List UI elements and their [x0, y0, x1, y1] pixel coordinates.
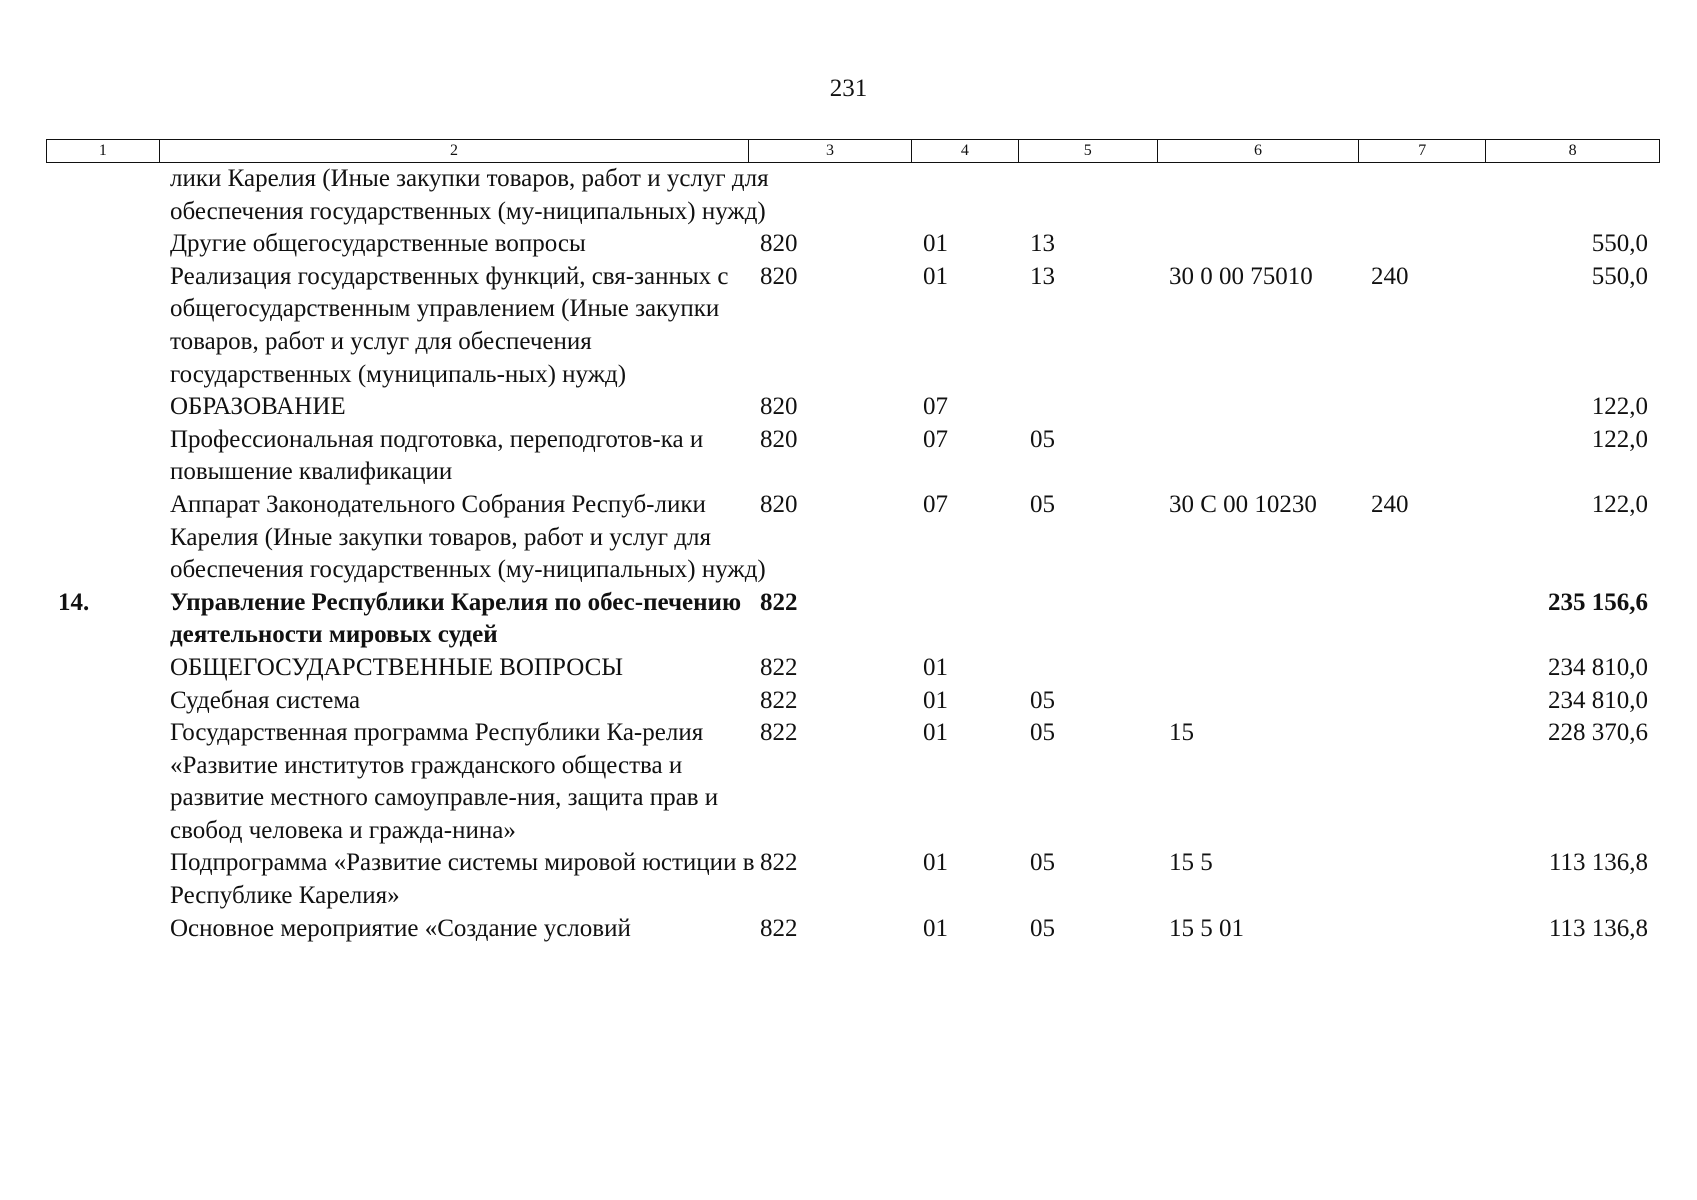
row-amount: 550,0 — [1591, 262, 1648, 290]
row-section-code: 01 — [923, 849, 948, 877]
table-row — [46, 717, 1660, 847]
column-header-6: 6 — [1158, 140, 1360, 162]
row-ministry-code: 822 — [760, 588, 798, 616]
row-target-article: 30 С 00 10230 — [1169, 490, 1317, 518]
row-amount: 550,0 — [1591, 230, 1648, 258]
row-amount: 122,0 — [1591, 393, 1648, 421]
row-amount: 113 136,8 — [1548, 849, 1648, 877]
row-name: Аппарат Законодательного Собрания Респуб-лики Карелия (Иные закупки товаров, работ и услуг для обеспечения государственных (му-ниципальных) нужд) — [170, 490, 766, 584]
row-section-code: 01 — [923, 719, 948, 747]
column-header-2: 2 — [160, 140, 749, 162]
row-name: Реализация государственных функций, свя-занных с общегосударственным управлением (Иные закупки товаров, работ и услуг для обеспечения государственных (муниципаль-ных) нужд) — [170, 262, 729, 388]
row-subsection-code: 05 — [1030, 425, 1055, 453]
row-subsection-code: 05 — [1030, 686, 1055, 714]
table-row — [46, 261, 1660, 391]
row-name: ОБРАЗОВАНИЕ — [170, 393, 346, 421]
row-ministry-code: 820 — [760, 230, 798, 258]
row-name: Основное мероприятие «Создание условий — [170, 914, 631, 942]
row-subsection-code: 05 — [1030, 490, 1055, 518]
row-target-article: 15 5 01 — [1169, 914, 1244, 942]
row-ministry-code: 822 — [760, 914, 798, 942]
table-header-row — [46, 139, 1660, 163]
column-header-1: 1 — [47, 140, 160, 162]
row-ministry-code: 822 — [760, 686, 798, 714]
row-amount: 122,0 — [1591, 425, 1648, 453]
table-row — [46, 424, 1660, 489]
row-section-code: 01 — [923, 653, 948, 681]
row-name: лики Карелия (Иные закупки товаров, работ и услуг для обеспечения государственных (му-ниципальных) нужд) — [170, 165, 769, 225]
row-subsection-code: 13 — [1030, 262, 1055, 290]
row-ministry-code: 820 — [760, 425, 798, 453]
table-row — [46, 391, 1660, 424]
row-section-code: 01 — [923, 686, 948, 714]
row-subsection-code: 05 — [1030, 914, 1055, 942]
row-expense-type: 240 — [1371, 262, 1409, 290]
table-body — [46, 163, 1660, 945]
page-number: 231 — [829, 75, 868, 102]
row-name: ОБЩЕГОСУДАРСТВЕННЫЕ ВОПРОСЫ — [170, 653, 624, 681]
row-target-article: 30 0 00 75010 — [1169, 262, 1313, 290]
row-target-article: 15 5 — [1169, 849, 1213, 877]
row-section-code: 01 — [923, 262, 948, 290]
row-section-code: 07 — [923, 490, 948, 518]
row-ministry-code: 820 — [760, 262, 798, 290]
row-section-code: 07 — [923, 393, 948, 421]
row-name: Профессиональная подготовка, переподготов-ка и повышение квалификации — [170, 425, 704, 486]
row-target-article: 15 — [1169, 719, 1194, 747]
table-row — [46, 489, 1660, 587]
row-section-code: 01 — [923, 230, 948, 258]
row-amount: 228 370,6 — [1548, 719, 1648, 747]
table-row — [46, 652, 1660, 685]
row-amount: 122,0 — [1591, 490, 1648, 518]
row-section-code: 01 — [923, 914, 948, 942]
row-subsection-code: 05 — [1030, 849, 1055, 877]
row-name: Государственная программа Республики Ка-релия «Развитие институтов гражданского общества и развитие местного самоуправле-ния, защита прав и свобод человека и гражда-нина» — [170, 719, 719, 844]
row-ministry-code: 820 — [760, 490, 798, 518]
row-amount: 234 810,0 — [1548, 686, 1648, 714]
row-expense-type: 240 — [1371, 490, 1409, 518]
row-subsection-code: 13 — [1030, 230, 1055, 258]
row-ministry-code: 822 — [760, 653, 798, 681]
table-row — [46, 913, 1660, 946]
column-header-3: 3 — [749, 140, 912, 162]
column-header-8: 8 — [1568, 142, 1577, 159]
row-name: Другие общегосударственные вопросы — [170, 230, 586, 258]
row-name: Подпрограмма «Развитие системы мировой юстиции в Республике Карелия» — [170, 849, 755, 910]
row-name: Управление Республики Карелия по обес-печению деятельности мировых судей — [170, 588, 742, 649]
row-name: Судебная система — [170, 686, 361, 714]
row-number: 14. — [58, 588, 90, 616]
column-header-5: 5 — [1019, 140, 1158, 162]
table-row — [46, 847, 1660, 912]
table-row — [46, 685, 1660, 718]
row-ministry-code: 822 — [760, 719, 798, 747]
table-row-section-heading — [46, 587, 1660, 652]
row-section-code: 07 — [923, 425, 948, 453]
table-row — [46, 228, 1660, 261]
row-ministry-code: 822 — [760, 849, 798, 877]
column-header-7: 7 — [1359, 140, 1486, 162]
row-amount: 234 810,0 — [1548, 653, 1648, 681]
row-ministry-code: 820 — [760, 393, 798, 421]
column-header-4: 4 — [912, 140, 1019, 162]
row-subsection-code: 05 — [1030, 719, 1055, 747]
row-amount: 235 156,6 — [1548, 588, 1648, 616]
table-row — [46, 163, 1660, 228]
row-amount: 113 136,8 — [1548, 914, 1648, 942]
